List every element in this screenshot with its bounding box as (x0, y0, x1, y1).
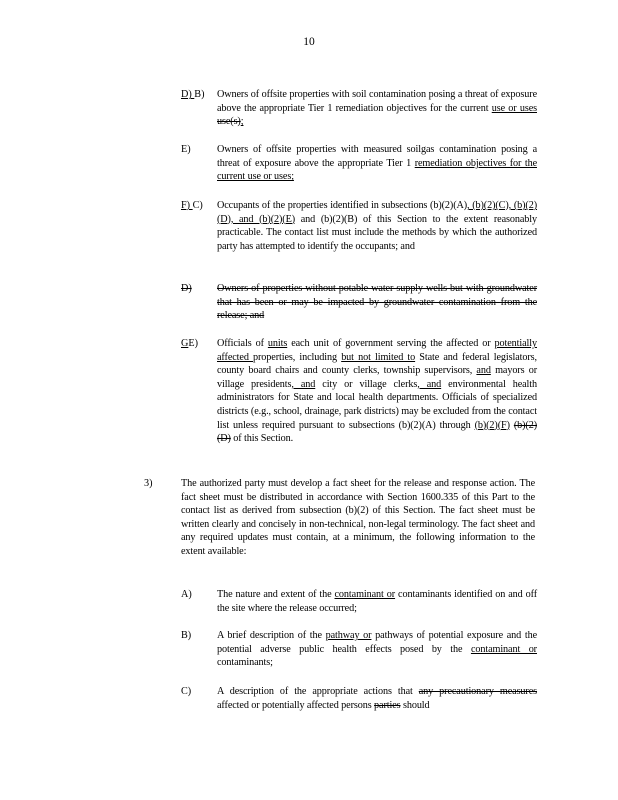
text-run: environmental health administrators for State and local health departments. Officials of specialized districts (e.g., school, drainage, park districts) may be excluded from the contact list unless required pursuant to subsections (b)(2)(A) through (217, 378, 538, 431)
text-run: contaminants identified on and off the site where the release occurred; (217, 589, 537, 614)
deleted-text: parties (374, 699, 401, 711)
inserted-text: potentially affected (217, 338, 537, 363)
item-label: C) (181, 686, 192, 697)
deleted-text: D) (181, 283, 192, 294)
item-label (181, 199, 203, 213)
item-label: A) (181, 589, 192, 600)
item-label (181, 282, 192, 296)
item-text (217, 685, 537, 712)
item-text (217, 337, 537, 446)
deleted-text: Owners of properties without potable water supply wells but with groundwater that has been or may be impacted by groundwater contamination from the release; and (217, 283, 537, 322)
inserted-text: , (b)(2)(C), (b)(2)(D), and (b)(2)(E) (217, 200, 538, 225)
item-text (217, 282, 537, 323)
item-text (217, 199, 537, 253)
label-text: E) (181, 144, 191, 155)
text-run: contaminants; (217, 657, 273, 669)
item-text (217, 629, 537, 670)
item-label (181, 143, 191, 157)
text-run: Owners of offsite properties with soil contamination posing a threat of exposure above the appropriate Tier 1 remediation objectives for the current (217, 89, 537, 114)
inserted-text: use or uses (491, 102, 537, 114)
item-text (217, 588, 537, 615)
text-run: pathways of potential exposure and the potential adverse public health effects posed by the (217, 630, 538, 655)
text-run: A description of the appropriate actions that (217, 686, 419, 697)
inserted-text: pathway or (325, 630, 372, 641)
text-run: Owners of offsite properties with measured soilgas contamination posing a threat of exposure above the appropriate Tier 1 (217, 144, 537, 169)
label-text: B) (194, 89, 205, 100)
text-run: State and federal legislators, county board chairs and county clerks, township supervisors, (217, 351, 537, 377)
inserted-text: and (476, 365, 491, 377)
item-label: B) (181, 630, 192, 641)
text-run: and (b)(2)(B) of this Section to the extent reasonably practicable. The contact list must include the methods by which the authorized party has attempted to identify the occupants; and (217, 213, 537, 252)
inserted-text: remediation objectives for the current use or uses; (217, 157, 537, 183)
inserted-text: F) (181, 200, 193, 211)
item-label (181, 88, 204, 102)
deleted-text: (b)(2)(D) (217, 419, 537, 445)
inserted-text: but not limited to (341, 351, 416, 363)
inserted-text: , and (291, 378, 316, 390)
text-run: should (400, 699, 430, 711)
inserted-text: D) (181, 89, 195, 100)
item-label (181, 337, 198, 351)
item-text (217, 143, 537, 184)
text-run: A brief description of the (217, 630, 326, 641)
label-text: C) (192, 200, 203, 211)
item-label: 3) (144, 478, 153, 489)
deleted-text: use(s) (217, 116, 241, 128)
inserted-text: units (267, 338, 288, 349)
text-run: affected or potentially affected persons (217, 699, 375, 711)
item-text: The authorized party must develop a fact sheet for the release and response action. The fact sheet must be distributed in accordance with Section 1600.335 of this Part to the contact list as derived from subsection (b)(2) of this Section. The fact sheet must be written clearly and concisely in non-technical, non-legal terminology. The fact sheet and any required updates must contain, at a minimum, the following information to the extent available: (181, 478, 535, 557)
text-run: each unit of government serving the affected or (287, 338, 495, 349)
text-run: properties, including (253, 351, 342, 363)
text-run: The nature and extent of the (217, 589, 335, 600)
item-text (217, 88, 537, 129)
inserted-text: (b)(2)(F) (474, 419, 510, 431)
text-run: Officials of (217, 338, 268, 349)
text-run: city or village clerks (315, 378, 418, 390)
inserted-text: contaminant or (470, 643, 537, 655)
inserted-text: contaminant or (334, 589, 396, 600)
text-run: mayors or village presidents (217, 365, 537, 390)
inserted-text: G (181, 338, 189, 349)
text-run: Occupants of the properties identified in subsections (b)(2)(A) (217, 200, 468, 211)
inserted-text: ; (240, 116, 244, 128)
label-text: E) (188, 338, 198, 349)
inserted-text: , and (417, 378, 442, 390)
page-number: 10 (303, 36, 315, 48)
deleted-text: any precautionary measures (418, 686, 538, 697)
text-run: of this Section. (230, 433, 294, 445)
